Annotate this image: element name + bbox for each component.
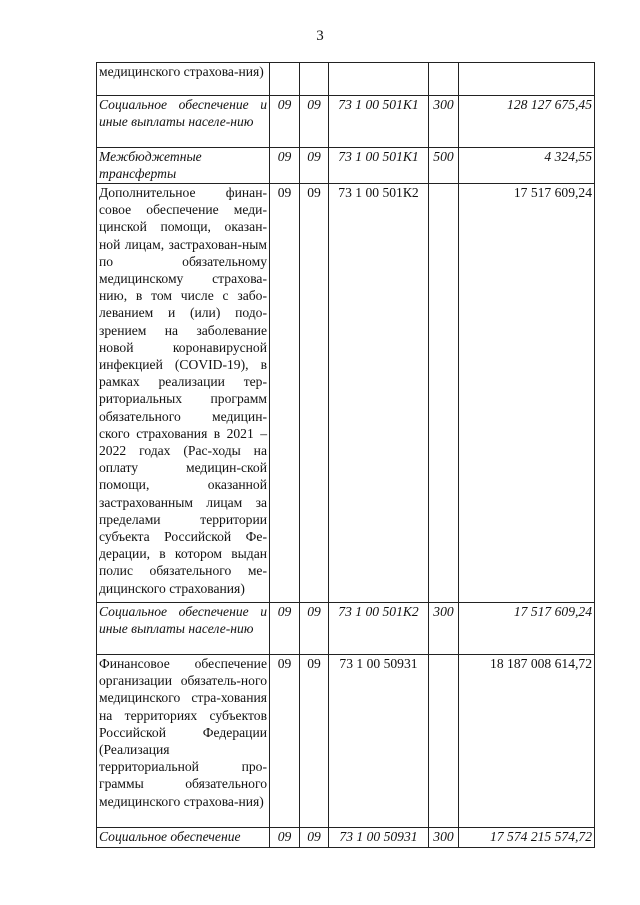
subsection-code-cell: 09: [300, 655, 329, 828]
section-code-cell: 09: [270, 828, 300, 848]
section-code-cell: 09: [270, 96, 300, 148]
subsection-code-cell: 09: [300, 184, 329, 603]
target-article-cell: 73 1 00 50931: [329, 828, 429, 848]
row-name-cell: Социальное обеспечение и иные выплаты населе-нию: [97, 603, 270, 655]
target-article-cell: 73 1 00 501К1: [329, 96, 429, 148]
table-row: [97, 148, 595, 184]
target-article-cell: 73 1 00 501К2: [329, 603, 429, 655]
table-row: [97, 63, 595, 96]
amount-cell: 18 187 008 614,72: [459, 655, 595, 828]
table-row: [97, 96, 595, 148]
table-row: [97, 828, 595, 848]
expense-type-cell: 300: [429, 603, 459, 655]
target-article-cell: 73 1 00 501К1: [329, 148, 429, 184]
subsection-code-cell: 09: [300, 828, 329, 848]
section-code-cell: 09: [270, 655, 300, 828]
page-number: 3: [316, 28, 324, 44]
section-code-cell: 09: [270, 148, 300, 184]
target-article-cell: [329, 63, 429, 96]
row-name-cell: медицинского страхова-ния): [97, 63, 270, 96]
subsection-code-cell: 09: [300, 603, 329, 655]
section-code-cell: 09: [270, 603, 300, 655]
expense-type-cell: 300: [429, 828, 459, 848]
amount-cell: [459, 63, 595, 96]
row-name-cell: Межбюджетные трансферты: [97, 148, 270, 184]
amount-cell: 4 324,55: [459, 148, 595, 184]
amount-cell: 17 517 609,24: [459, 603, 595, 655]
table-row: [97, 184, 595, 603]
amount-cell: 17 517 609,24: [459, 184, 595, 603]
table-row: [97, 603, 595, 655]
row-name-cell: Дополнительное финан-совое обеспечение меди-цинской помощи, оказан-ной лицам, застрахован-ным по обязательному медицинскому страхова-нию, в том числе с забо-леванием и (или) подо-зрением на заболевание новой коронавирусной инфекцией (COVID-19), в рамках реализации тер-риториальных программ обязательного медицин-ского страхования в 2021 – 2022 годах (Рас-ходы на оплату медицин-ской помощи, оказанной застрахованным лицам за пределами территории субъекта Российской Фе-дерации, в котором выдан полис обязательного ме-дицинского страхования): [97, 184, 270, 603]
expense-type-cell: 300: [429, 96, 459, 148]
row-name-cell: Социальное обеспечение: [97, 828, 270, 848]
section-code-cell: 09: [270, 184, 300, 603]
row-name-cell: Социальное обеспечение и иные выплаты населе-нию: [97, 96, 270, 148]
target-article-cell: 73 1 00 501К2: [329, 184, 429, 603]
expense-type-cell: [429, 184, 459, 603]
target-article-cell: 73 1 00 50931: [329, 655, 429, 828]
expense-type-cell: [429, 63, 459, 96]
subsection-code-cell: [300, 63, 329, 96]
amount-cell: 128 127 675,45: [459, 96, 595, 148]
expense-type-cell: [429, 655, 459, 828]
budget-table: [96, 62, 595, 848]
section-code-cell: [270, 63, 300, 96]
table-row: [97, 655, 595, 828]
subsection-code-cell: 09: [300, 148, 329, 184]
row-name-cell: Финансовое обеспечение организации обязатель-ного медицинского стра-хования на территориях субъектов Российской Федерации (Реализация территориальной про-граммы обязательного медицинского страхова-ния): [97, 655, 270, 828]
amount-cell: 17 574 215 574,72: [459, 828, 595, 848]
subsection-code-cell: 09: [300, 96, 329, 148]
expense-type-cell: 500: [429, 148, 459, 184]
